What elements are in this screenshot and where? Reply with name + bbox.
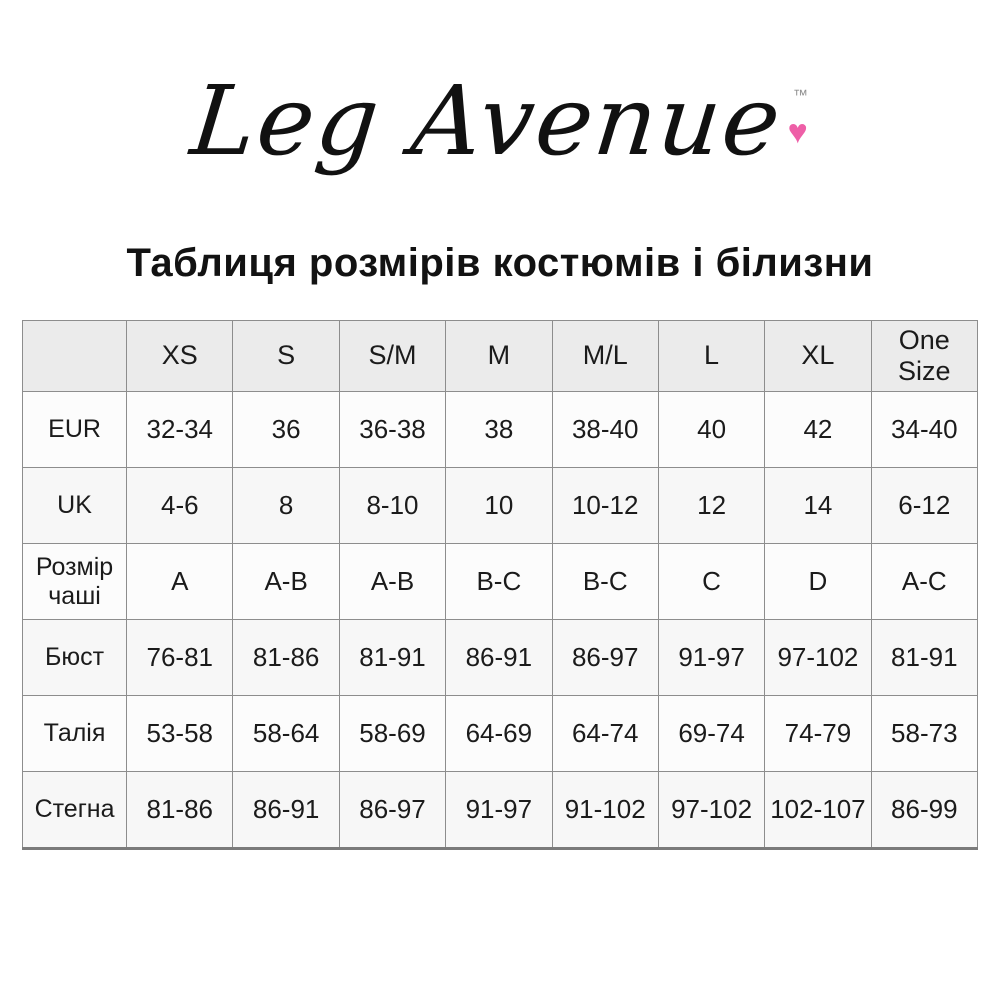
row-label: Талія xyxy=(23,696,127,772)
size-table-container xyxy=(0,320,1000,850)
column-header: M/L xyxy=(552,321,658,392)
size-value-cell: 86-97 xyxy=(339,772,445,849)
trademark-symbol: ™ xyxy=(792,86,808,104)
table-row xyxy=(23,544,978,620)
column-header: One Size xyxy=(871,321,977,392)
size-value-cell: A-B xyxy=(339,544,445,620)
table-row xyxy=(23,392,978,468)
size-value-cell: 81-86 xyxy=(233,620,339,696)
table-row xyxy=(23,468,978,544)
size-value-cell: 10-12 xyxy=(552,468,658,544)
size-table-head xyxy=(23,321,978,392)
size-value-cell: C xyxy=(658,544,764,620)
size-value-cell: 10 xyxy=(446,468,552,544)
size-chart-page xyxy=(0,38,1000,1000)
size-value-cell: 38-40 xyxy=(552,392,658,468)
size-value-cell: 32-34 xyxy=(127,392,233,468)
size-value-cell: 8 xyxy=(233,468,339,544)
page-title: Таблиця розмірів костюмів і білизни xyxy=(126,241,874,285)
size-value-cell: B-C xyxy=(552,544,658,620)
column-header: XL xyxy=(765,321,871,392)
row-label: Бюст xyxy=(23,620,127,696)
row-label: UK xyxy=(23,468,127,544)
size-value-cell: 81-86 xyxy=(127,772,233,849)
size-value-cell: 81-91 xyxy=(871,620,977,696)
size-value-cell: 86-91 xyxy=(233,772,339,849)
size-value-cell: 76-81 xyxy=(127,620,233,696)
size-value-cell: 6-12 xyxy=(871,468,977,544)
size-value-cell: 64-74 xyxy=(552,696,658,772)
column-header: S/M xyxy=(339,321,445,392)
size-value-cell: A-B xyxy=(233,544,339,620)
size-value-cell: 86-91 xyxy=(446,620,552,696)
size-value-cell: 12 xyxy=(658,468,764,544)
size-value-cell: D xyxy=(765,544,871,620)
heart-icon: ♥ xyxy=(787,112,808,151)
size-value-cell: 86-97 xyxy=(552,620,658,696)
table-row xyxy=(23,696,978,772)
column-header: XS xyxy=(127,321,233,392)
row-label: Стегна xyxy=(23,772,127,849)
column-header: S xyxy=(233,321,339,392)
table-row xyxy=(23,772,978,849)
size-value-cell: 14 xyxy=(765,468,871,544)
size-value-cell: 58-64 xyxy=(233,696,339,772)
brand-logo xyxy=(0,38,1000,203)
size-value-cell: A-C xyxy=(871,544,977,620)
column-header: M xyxy=(446,321,552,392)
size-value-cell: 38 xyxy=(446,392,552,468)
size-value-cell: 86-99 xyxy=(871,772,977,849)
size-value-cell: B-C xyxy=(446,544,552,620)
size-value-cell: 42 xyxy=(765,392,871,468)
size-value-cell: 81-91 xyxy=(339,620,445,696)
size-table-body xyxy=(23,392,978,849)
size-value-cell: 36 xyxy=(233,392,339,468)
size-table xyxy=(22,320,978,850)
header-row xyxy=(23,321,978,392)
size-value-cell: 69-74 xyxy=(658,696,764,772)
size-value-cell: A xyxy=(127,544,233,620)
size-value-cell: 64-69 xyxy=(446,696,552,772)
size-value-cell: 4-6 xyxy=(127,468,233,544)
brand-logo-mark xyxy=(788,74,808,170)
size-value-cell: 91-97 xyxy=(446,772,552,849)
row-label: EUR xyxy=(23,392,127,468)
brand-logo-text: Leg Avenue xyxy=(186,64,788,177)
size-value-cell: 36-38 xyxy=(339,392,445,468)
size-value-cell: 58-73 xyxy=(871,696,977,772)
size-value-cell: 8-10 xyxy=(339,468,445,544)
size-value-cell: 74-79 xyxy=(765,696,871,772)
column-header: L xyxy=(658,321,764,392)
corner-cell xyxy=(23,321,127,392)
size-value-cell: 91-102 xyxy=(552,772,658,849)
size-value-cell: 58-69 xyxy=(339,696,445,772)
row-label: Розмір чаші xyxy=(23,544,127,620)
size-value-cell: 97-102 xyxy=(765,620,871,696)
size-value-cell: 102-107 xyxy=(765,772,871,849)
size-value-cell: 53-58 xyxy=(127,696,233,772)
size-value-cell: 40 xyxy=(658,392,764,468)
size-value-cell: 97-102 xyxy=(658,772,764,849)
size-value-cell: 34-40 xyxy=(871,392,977,468)
table-row xyxy=(23,620,978,696)
size-value-cell: 91-97 xyxy=(658,620,764,696)
